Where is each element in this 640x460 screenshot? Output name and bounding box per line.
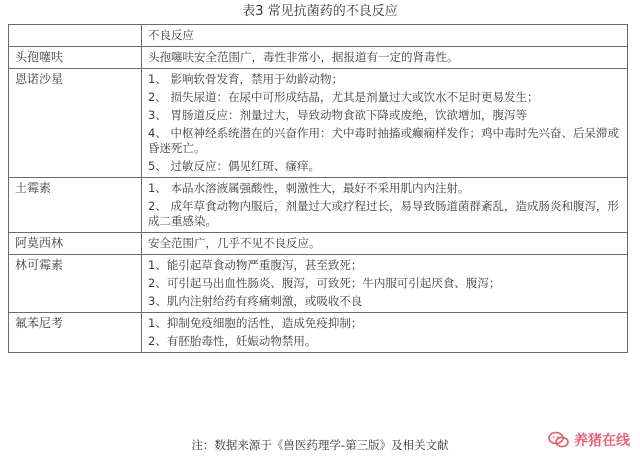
reaction-cell: [142, 47, 628, 69]
header-drug-cell: [9, 25, 142, 47]
table-header-row: [9, 25, 628, 47]
table-row: [9, 47, 628, 69]
table-row: [9, 313, 628, 353]
drug-name-cell: 林可霉素: [9, 255, 142, 313]
watermark: [548, 430, 630, 450]
reaction-cell: [142, 233, 628, 255]
source-footnote: 注：数据来源于《兽医药理学-第三版》及相关文献: [191, 438, 449, 452]
drug-name-cell: 恩诺沙星: [9, 69, 142, 178]
header-reaction-cell: 不良反应: [142, 25, 628, 47]
reaction-line: 2、可引起马出血性肠炎、腹泻，可致死；牛内服可引起厌食、腹泻；: [148, 276, 501, 290]
reaction-line: 2、 损失尿道：在尿中可形成结晶，尤其是剂量过大或饮水不足时更易发生；: [148, 90, 539, 104]
table-row: [9, 233, 628, 255]
reaction-line: 2、有胚胎毒性，妊娠动物禁用。: [148, 334, 317, 348]
reaction-line: 2、 成年草食动物内服后，剂量过大或疗程过长，易导致肠道菌群紊乱，造成肠炎和腹泻，形成二重感染。: [148, 199, 619, 228]
reaction-cell: [142, 69, 628, 178]
reaction-line: 1、 本品水溶液属强酸性，刺激性大，最好不采用肌内内注射。: [148, 181, 470, 195]
table-row: [9, 69, 628, 178]
reaction-line: 3、 胃肠道反应：剂量过大，导致动物食欲下降或废绝，饮欲增加，腹泻等: [148, 108, 527, 122]
reaction-cell: [142, 255, 628, 313]
reaction-line: 1、能引起草食动物严重腹泻，甚至致死；: [148, 258, 363, 272]
wechat-logo-icon: [548, 431, 570, 449]
drug-name-cell: 头孢噻呋: [9, 47, 142, 69]
reaction-line: 头孢噻呋安全范围广，毒性非常小，据报道有一定的肾毒性。: [148, 50, 459, 64]
reaction-line: 4、 中枢神经系统潜在的兴奋作用：犬中毒时抽搐或癫痫样发作；鸡中毒时先兴奋、后呆滞或昏迷死亡。: [148, 126, 619, 155]
drug-name-cell: 土霉素: [9, 178, 142, 233]
table-row: [9, 178, 628, 233]
reaction-cell: [142, 313, 628, 353]
adverse-reaction-table: [8, 24, 628, 353]
reaction-line: 5、 过敏反应：偶见红斑、瘙痒。: [148, 159, 320, 173]
reaction-line: 安全范围广，几乎不见不良反应。: [148, 236, 321, 250]
reaction-line: 1、抑制免疫细胞的活性，造成免疫抑制；: [148, 316, 363, 330]
drug-name-cell: 氟苯尼考: [9, 313, 142, 353]
reaction-line: 3、肌内注射给药有疼痛刺激，或吸收不良: [148, 294, 363, 308]
watermark-text: 养猪在线: [574, 433, 630, 449]
table-row: [9, 255, 628, 313]
reaction-line: 1、 影响软骨发育，禁用于幼龄动物；: [148, 72, 343, 86]
drug-name-cell: 阿莫西林: [9, 233, 142, 255]
reaction-cell: [142, 178, 628, 233]
table-title: 表3 常见抗菌药的不良反应: [242, 4, 398, 19]
